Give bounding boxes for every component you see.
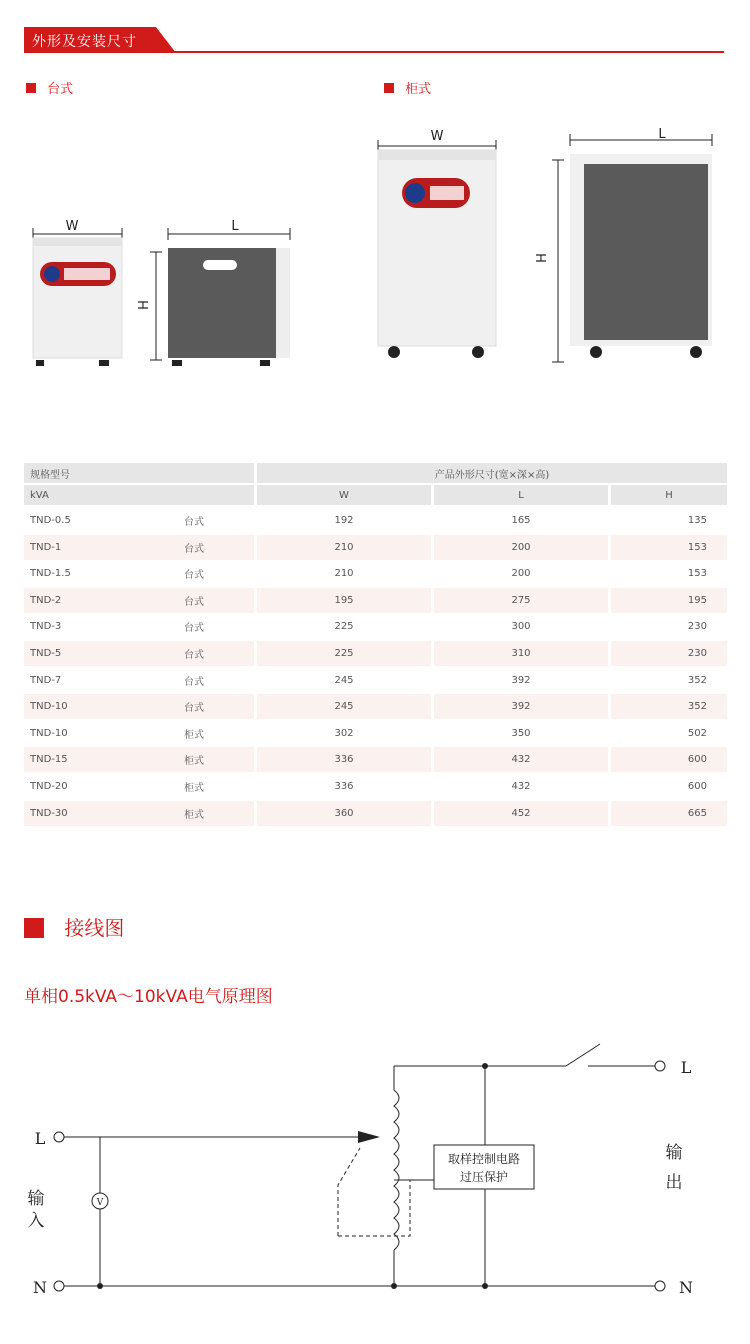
cell-h: 230 bbox=[687, 621, 707, 633]
table-subheader-unit bbox=[24, 485, 254, 505]
dim-l-label: L bbox=[231, 219, 239, 234]
table-row bbox=[24, 721, 727, 746]
product-drawings bbox=[0, 110, 750, 380]
output-label-1: 输 bbox=[665, 1143, 683, 1163]
cell-l: 165 bbox=[511, 515, 531, 526]
table-subheader-h bbox=[611, 485, 727, 505]
table-row bbox=[24, 588, 727, 613]
output-l-label: L bbox=[680, 1058, 692, 1077]
cell-h: 230 bbox=[687, 648, 707, 659]
cell-l: 392 bbox=[511, 674, 531, 686]
table-row bbox=[24, 694, 727, 719]
bullet-square-icon bbox=[26, 83, 36, 93]
table-header-model bbox=[24, 463, 254, 483]
cell-model: TND-10 bbox=[30, 701, 68, 713]
cell-model: TND-15 bbox=[30, 754, 68, 766]
voltmeter-label: V bbox=[96, 1198, 104, 1208]
cell-l: 350 bbox=[511, 727, 531, 739]
cell-l: 200 bbox=[511, 568, 531, 580]
table-row bbox=[24, 668, 727, 693]
cell-w: 336 bbox=[334, 781, 354, 792]
desk-side-view bbox=[137, 219, 290, 366]
cell-h: 153 bbox=[687, 568, 707, 580]
cell-h: 195 bbox=[687, 594, 707, 606]
cell-w: 360 bbox=[334, 807, 354, 819]
sub-w-text: W bbox=[339, 489, 349, 501]
table-row bbox=[24, 614, 727, 639]
cabinet-side-view bbox=[535, 127, 712, 362]
cell-model: TND-10 bbox=[30, 727, 68, 739]
input-label-2: 入 bbox=[27, 1211, 45, 1231]
table-row bbox=[24, 535, 727, 560]
col2-header-text: 产品外形尺寸(宽×深×高) bbox=[434, 469, 550, 481]
cell-type: 台式 bbox=[184, 623, 204, 635]
cell-type: 柜式 bbox=[184, 756, 204, 768]
cell-type: 柜式 bbox=[184, 783, 204, 794]
cell-model: TND-7 bbox=[30, 674, 62, 686]
cell-w: 302 bbox=[334, 727, 354, 739]
svg-text:L: L bbox=[658, 127, 666, 142]
dim-w-label: W bbox=[65, 219, 79, 234]
cell-h: 665 bbox=[687, 807, 707, 819]
cell-l: 392 bbox=[511, 701, 531, 713]
svg-text:W: W bbox=[430, 129, 444, 144]
wiring-title: 接线图 bbox=[64, 916, 125, 940]
cell-w: 192 bbox=[334, 515, 354, 526]
cell-h: 135 bbox=[687, 515, 707, 526]
sub-h-text: H bbox=[665, 489, 673, 501]
section-title: 外形及安装尺寸 bbox=[32, 34, 137, 50]
cell-model: TND-3 bbox=[30, 621, 62, 633]
cabinet-label: 柜式 bbox=[405, 82, 432, 97]
cell-model: TND-5 bbox=[30, 648, 62, 659]
cell-l: 452 bbox=[511, 807, 531, 819]
cell-h: 153 bbox=[687, 541, 707, 553]
cell-w: 336 bbox=[334, 754, 354, 766]
svg-text:H: H bbox=[535, 253, 550, 263]
table-subheader-l bbox=[434, 485, 608, 505]
cell-model: TND-1.5 bbox=[30, 568, 71, 580]
cell-w: 195 bbox=[334, 594, 354, 606]
wiring-section-header bbox=[24, 912, 124, 941]
table-row bbox=[24, 801, 727, 826]
table-row bbox=[24, 508, 727, 533]
cell-l: 300 bbox=[511, 621, 531, 633]
desk-label: 台式 bbox=[47, 82, 74, 97]
cell-type: 台式 bbox=[184, 676, 204, 688]
cell-model: TND-1 bbox=[30, 541, 62, 553]
cell-type: 台式 bbox=[184, 650, 204, 661]
output-label-2: 出 bbox=[665, 1173, 683, 1193]
box-line2: 过压保护 bbox=[459, 1170, 509, 1184]
unit-text: kVA bbox=[30, 489, 49, 501]
box-line1: 取样控制电路 bbox=[447, 1152, 521, 1166]
input-n-label: N bbox=[33, 1278, 47, 1297]
desk-header bbox=[26, 78, 73, 97]
cell-model: TND-0.5 bbox=[30, 515, 71, 526]
cabinet-header bbox=[384, 78, 431, 97]
cell-l: 200 bbox=[511, 541, 531, 553]
bullet-square-icon bbox=[24, 918, 44, 938]
cell-type: 柜式 bbox=[184, 729, 204, 741]
table-header-dims bbox=[257, 463, 727, 483]
cabinet-front-view bbox=[378, 129, 496, 358]
input-label-1: 输 bbox=[27, 1189, 45, 1209]
cell-l: 310 bbox=[511, 648, 531, 659]
cell-w: 225 bbox=[334, 621, 354, 633]
cell-h: 600 bbox=[687, 754, 707, 766]
section-tab-dimensions bbox=[24, 27, 174, 53]
diagram-title: 单相0.5kVA～10kVA电气原理图 bbox=[24, 987, 273, 1007]
sub-l-text: L bbox=[518, 489, 524, 501]
bullet-square-icon bbox=[384, 83, 394, 93]
cell-w: 225 bbox=[334, 648, 354, 659]
cell-h: 352 bbox=[687, 674, 707, 686]
table-subheader-w bbox=[257, 485, 431, 505]
cell-w: 245 bbox=[334, 701, 354, 713]
cell-type: 台式 bbox=[184, 703, 204, 715]
cell-model: TND-20 bbox=[30, 781, 68, 792]
cell-h: 352 bbox=[687, 701, 707, 713]
cell-l: 432 bbox=[511, 754, 531, 766]
cell-l: 432 bbox=[511, 781, 531, 792]
col1-header-text: 规格型号 bbox=[30, 469, 70, 481]
cell-type: 台式 bbox=[184, 517, 204, 528]
output-n-label: N bbox=[679, 1278, 693, 1297]
cell-type: 台式 bbox=[184, 596, 204, 608]
cell-type: 台式 bbox=[184, 543, 204, 555]
cell-model: TND-2 bbox=[30, 594, 62, 606]
cell-type: 柜式 bbox=[184, 809, 204, 821]
circuit-diagram bbox=[0, 1030, 750, 1320]
table-row bbox=[24, 561, 727, 586]
table-row bbox=[24, 641, 727, 666]
cell-w: 210 bbox=[334, 568, 354, 580]
cell-model: TND-30 bbox=[30, 807, 68, 819]
desk-front-view bbox=[33, 219, 122, 366]
cell-type: 台式 bbox=[184, 570, 204, 582]
cell-w: 210 bbox=[334, 541, 354, 553]
cell-w: 245 bbox=[334, 674, 354, 686]
table-row bbox=[24, 747, 727, 772]
dim-h-label: H bbox=[137, 300, 152, 310]
table-row bbox=[24, 774, 727, 799]
cell-h: 600 bbox=[687, 781, 707, 792]
input-l-label: L bbox=[34, 1129, 46, 1148]
cell-h: 502 bbox=[687, 727, 707, 739]
section-divider bbox=[24, 51, 724, 53]
cell-l: 275 bbox=[511, 594, 531, 606]
